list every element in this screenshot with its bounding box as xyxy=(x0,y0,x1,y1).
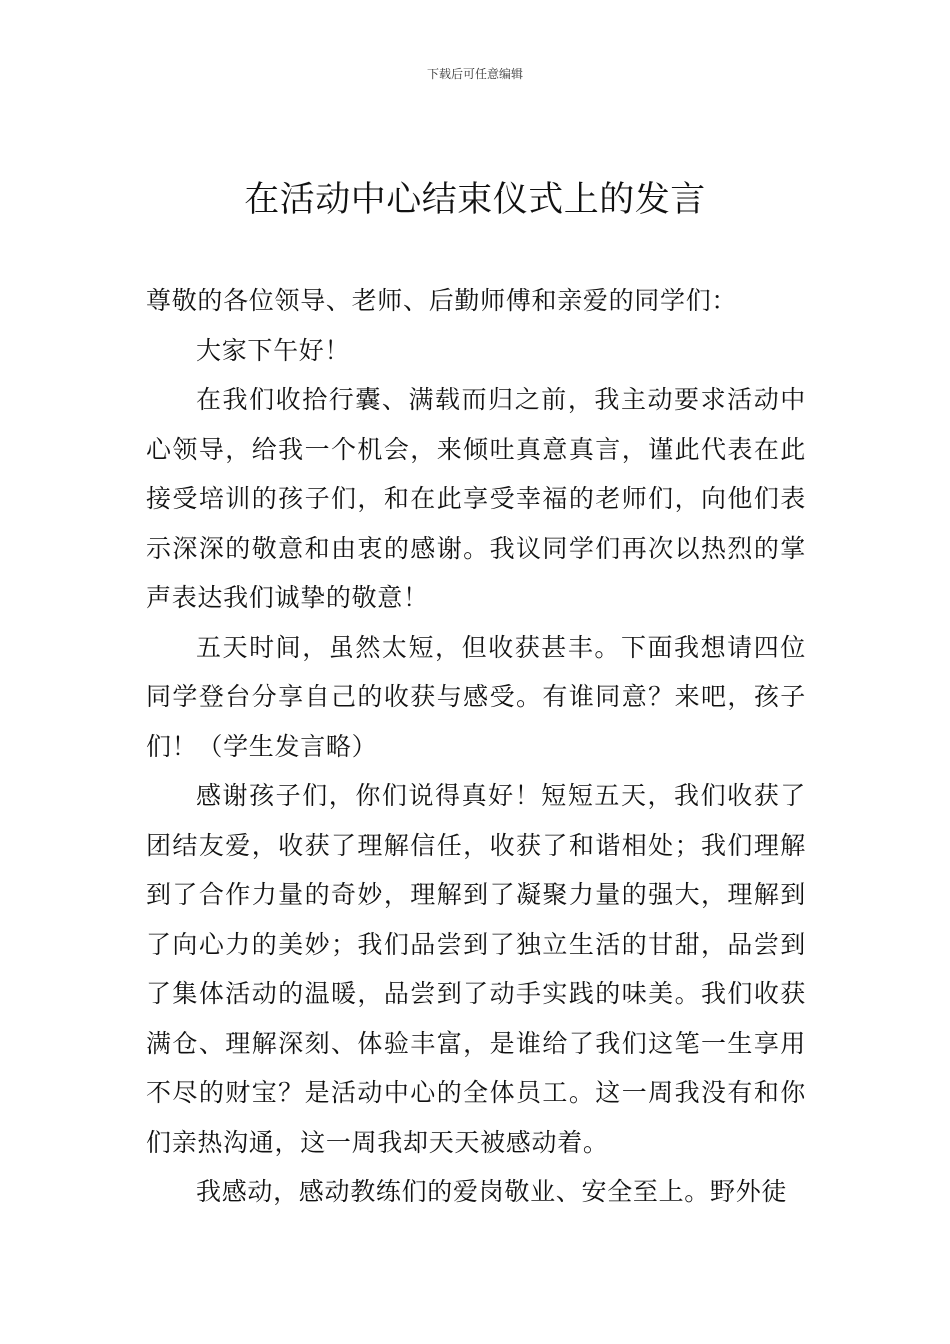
header-note: 下载后可任意编辑 xyxy=(426,67,523,81)
page-title: 在活动中心结束仪式上的发言 xyxy=(244,180,706,220)
paragraph-greeting: 大家下午好！ xyxy=(196,335,351,365)
paragraph-thanks: 在我们收拾行囊、满载而归之前，我主动要求活动中心领导，给我一个机会，来倾吐真意真言，谨此代表在此接受培训的孩子们，和在此享受幸福的老师们，向他们表示深深的敬意和由衷的感谢。我议同学们再次以热烈的掌声表达我们诚挚的敬意！ xyxy=(146,385,806,612)
paragraph-gains: 感谢孩子们，你们说得真好！短短五天，我们收获了团结友爱，收获了理解信任，收获了和谐相处；我们理解到了合作力量的奇妙，理解到了凝聚力量的强大，理解到了向心力的美妙；我们品尝到了独立生活的甘甜，品尝到了集体活动的温暖，品尝到了动手实践的味美。我们收获满仓、理解深刻、体验丰富，是谁给了我们这笔一生享用不尽的财宝？是活动中心的全体员工。这一周我没有和你们亲热沟通，这一周我却天天被感动着。 xyxy=(146,781,806,1157)
paragraph-sharing: 五天时间，虽然太短，但收获甚丰。下面我想请四位同学登台分享自己的收获与感受。有谁同意？来吧，孩子们！（学生发言略） xyxy=(146,632,806,761)
document-body xyxy=(146,276,806,1217)
paragraph-moved: 我感动，感动教练们的爱岗敬业、安全至上。野外徒 xyxy=(196,1177,788,1206)
salutation: 尊敬的各位领导、老师、后勤师傅和亲爱的同学们： xyxy=(146,286,738,315)
